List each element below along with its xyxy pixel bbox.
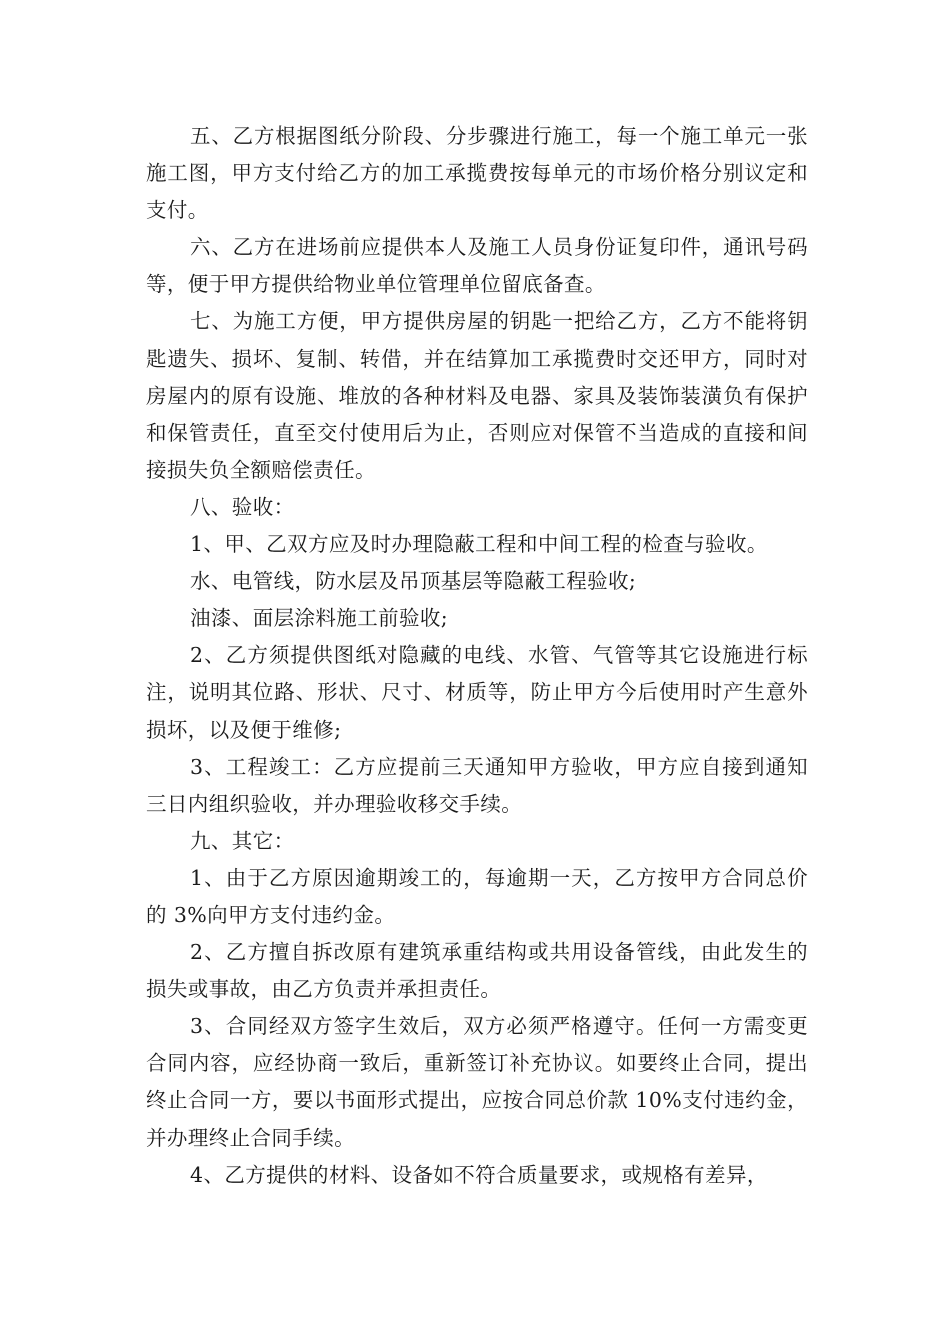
paragraph-acceptance-1b: 油漆、面层涂料施工前验收; (190, 606, 449, 631)
paragraph-other-3: 3、合同经双方签字生效后，双方必须严格遵守。任何一方需变更合同内容，应经协商一致后，重新签订补充协议。如要终止合同，提出终止合同一方，要以书面形式提出，应按合同总价款 10%支付违约金，并办理终止合同手续。 (146, 1014, 808, 1150)
document-body (146, 118, 808, 1194)
paragraph-other-1: 1、由于乙方原因逾期竣工的，每逾期一天，乙方按甲方合同总价的 3%向甲方支付违约金。 (146, 865, 808, 927)
paragraph-section-6: 六、乙方在进场前应提供本人及施工人员身份证复印件，通讯号码等，便于甲方提供给物业单位管理单位留底备查。 (146, 235, 808, 297)
heading-section-8: 八、验收： (190, 494, 295, 519)
paragraph-acceptance-1a: 水、电管线，防水层及吊顶基层等隐蔽工程验收; (190, 569, 637, 594)
paragraph-acceptance-1: 1、甲、乙双方应及时办理隐蔽工程和中间工程的检查与验收。 (190, 532, 768, 557)
paragraph-acceptance-3: 3、工程竣工：乙方应提前三天通知甲方验收，甲方应自接到通知三日内组织验收，并办理验收移交手续。 (146, 754, 808, 816)
paragraph-section-5: 五、乙方根据图纸分阶段、分步骤进行施工，每一个施工单元一张施工图，甲方支付给乙方的加工承揽费按每单元的市场价格分别议定和支付。 (146, 124, 808, 223)
paragraph-other-2: 2、乙方擅自拆改原有建筑承重结构或共用设备管线，由此发生的损失或事故，由乙方负责并承担责任。 (146, 940, 808, 1002)
paragraph-acceptance-2: 2、乙方须提供图纸对隐藏的电线、水管、气管等其它设施进行标注，说明其位路、形状、尺寸、材质等，防止甲方今后使用时产生意外损坏，以及便于维修; (146, 643, 808, 742)
paragraph-section-7: 七、为施工方便，甲方提供房屋的钥匙一把给乙方，乙方不能将钥匙遗失、损坏、复制、转借，并在结算加工承揽费时交还甲方，同时对房屋内的原有设施、堆放的各种材料及电器、家具及装饰装潢负有保护和保管责任，直至交付使用后为止，否则应对保管不当造成的直接和间接损失负全额赔偿责任。 (146, 309, 808, 482)
paragraph-other-4: 4、乙方提供的材料、设备如不符合质量要求，或规格有差异， (190, 1162, 768, 1187)
heading-section-9: 九、其它： (190, 828, 295, 853)
